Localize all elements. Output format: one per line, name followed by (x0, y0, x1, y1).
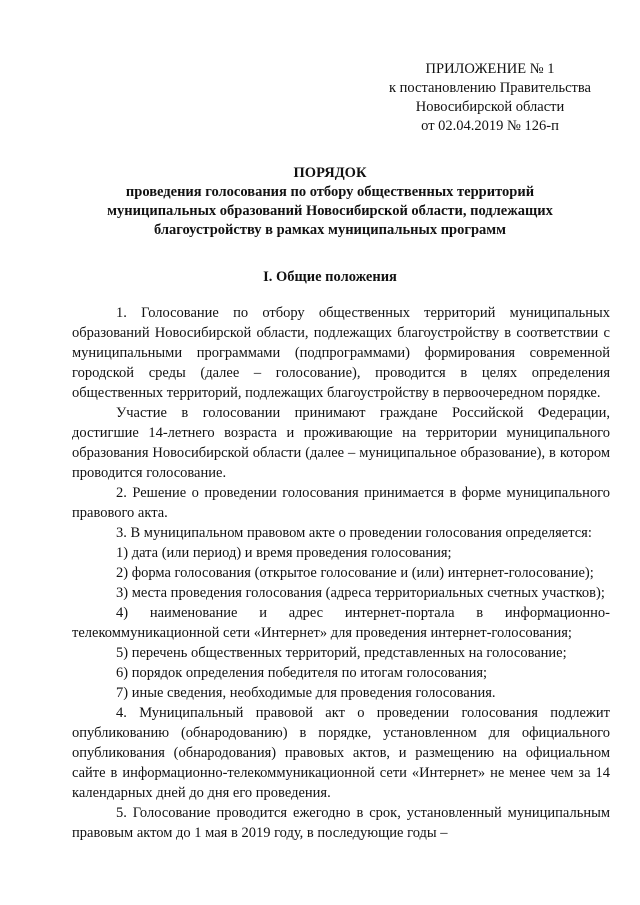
list-item: 2) форма голосования (открытое голосование и (или) интернет-голосование); (116, 565, 594, 581)
list-item: 7) иные сведения, необходимые для проведения голосования. (116, 685, 496, 701)
list-item: 3) места проведения голосования (адреса территориальных счетных участков); (116, 585, 605, 601)
annex-region: Новосибирской области (415, 99, 565, 115)
paragraph: 1. Голосование по отбору общественных территорий муниципальных образований Новосибирской области, подлежащих благоустройству в соответствии с муниципальными программами (подпрограммами) формирования современной городской среды (далее – голосование), проводится в целях определения общественных территорий, подлежащих благоустройству в первоочередном порядке. (72, 305, 610, 401)
document-title (60, 164, 600, 240)
title-word: ПОРЯДОК (293, 165, 367, 181)
paragraph: 2. Решение о проведении голосования принимается в форме муниципального правового акта. (72, 485, 610, 521)
list-item: 5) перечень общественных территорий, представленных на голосование; (116, 645, 567, 661)
paragraph: Участие в голосовании принимают граждане Российской Федерации, достигшие 14-летнего возраста и проживающие на территории муниципального образования Новосибирской области (далее – муниципальное образование), в котором проводится голосование. (72, 405, 610, 481)
document-body (72, 303, 610, 843)
paragraph: 5. Голосование проводится ежегодно в срок, установленный муниципальным правовым актом до 1 мая в 2019 году, в последующие годы – (72, 805, 610, 841)
list-item: 6) порядок определения победителя по итогам голосования; (116, 665, 488, 681)
title-line: муниципальных образований Новосибирской области, подлежащих (107, 203, 553, 219)
list-item: 1) дата (или период) и время проведения голосования; (116, 545, 452, 561)
title-line: проведения голосования по отбору общественных территорий (125, 184, 535, 200)
annex-header (360, 60, 620, 136)
section-heading: I. Общие положения (263, 269, 397, 285)
paragraph: 3. В муниципальном правовом акте о проведении голосования определяется: (116, 525, 592, 541)
paragraph: 4. Муниципальный правовой акт о проведении голосования подлежит опубликованию (обнародованию) в порядке, установленном для официального опубликования (обнародования) правовых актов, и размещению на официальном сайте в информационно-телекоммуникационной сети «Интернет» не менее чем за 14 календарных дней до дня его проведения. (72, 705, 610, 801)
annex-reference: к постановлению Правительства (389, 80, 591, 96)
annex-date: от 02.04.2019 № 126-п (421, 118, 559, 134)
annex-number: ПРИЛОЖЕНИЕ № 1 (425, 61, 555, 77)
title-line: благоустройству в рамках муниципальных программ (153, 222, 507, 238)
list-item: 4) наименование и адрес интернет-портала в информационно-телекоммуникационной сети «Интернет» для проведения интернет-голосования; (72, 605, 610, 641)
